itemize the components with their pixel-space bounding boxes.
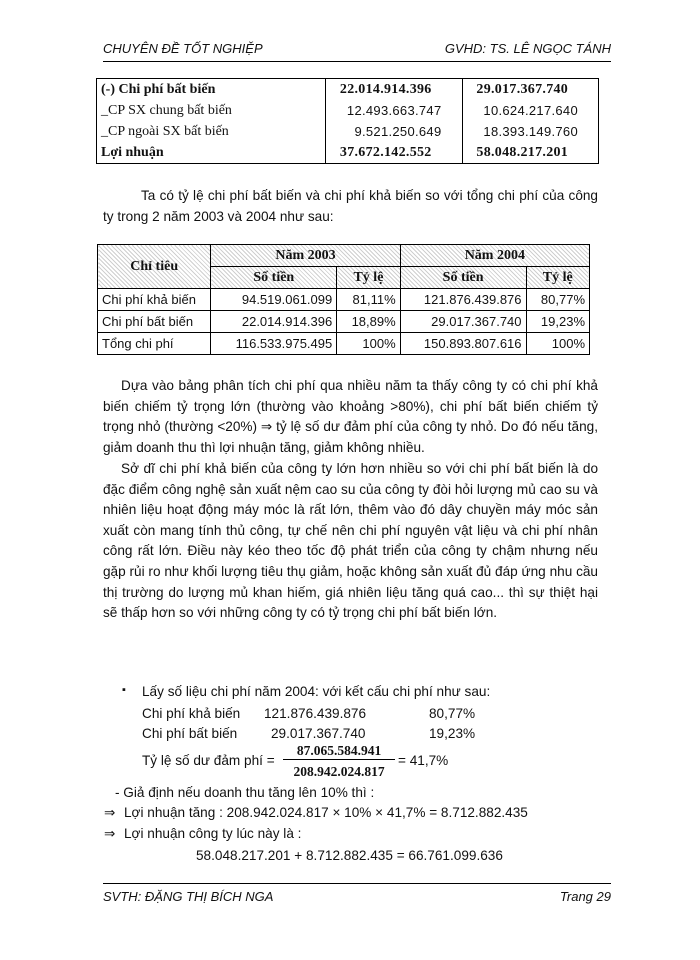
col-ratio-2003: Tỷ lệ	[337, 267, 400, 289]
row-label: Lợi nhuận	[97, 142, 326, 164]
assumption-line: - Giả định nếu doanh thu tăng lên 10% thì :	[115, 785, 375, 800]
cm-denominator: 208.942.024.817	[293, 764, 385, 779]
amount-2003: 22.014.914.396	[211, 311, 337, 333]
value-2004: 10.624.217.640	[462, 100, 599, 121]
variable-cost-ratio: 80,77%	[429, 706, 476, 721]
col-indicator: Chỉ tiêu	[98, 245, 211, 289]
cost-ratio-table	[97, 244, 590, 355]
col-amount-2003: Số tiền	[211, 267, 337, 289]
arrow-icon: ⇒	[104, 805, 116, 820]
value-2004: 58.048.217.201	[462, 142, 599, 164]
fixed-cost-ratio: 19,23%	[429, 726, 476, 741]
amount-2004: 121.876.439.876	[400, 289, 526, 311]
amount-2003: 116.533.975.495	[211, 333, 337, 355]
row-label: _CP SX chung bất biến	[97, 100, 326, 121]
value-2003: 37.672.142.552	[326, 142, 463, 164]
profit-increase-line: Lợi nhuận tăng : 208.942.024.817 × 10% × 41,7% = 8.712.882.435	[124, 805, 528, 820]
analysis-paragraph-1: Dựa vào bảng phân tích chi phí qua nhiều năm ta thấy công ty có chi phí khả biến chiếm tỷ trọng lớn (thường vào khoảng >80%), chi phí bất biến chiếm tỷ trọng nhỏ (thường <20%) ⇒ tỷ lệ số dư đảm phí của công ty nhỏ. Do đó nếu tăng, giảm doanh thu thì lợi nhuận tăng, giảm không nhiều.	[103, 378, 598, 455]
year-2003-header: Năm 2003	[211, 245, 400, 267]
value-2003: 9.521.250.649	[326, 121, 463, 142]
row-label: Tổng chi phí	[98, 333, 211, 355]
variable-cost-label: Chi phí khả biến	[142, 706, 241, 721]
ratio-2003: 100%	[337, 333, 400, 355]
col-amount-2004: Số tiền	[400, 267, 526, 289]
row-label: Chi phí bất biến	[98, 311, 211, 333]
profit-now-line: Lợi nhuận công ty lúc này là :	[124, 826, 302, 841]
table-row	[97, 142, 599, 164]
value-2004: 29.017.367.740	[462, 79, 599, 101]
ratio-2004: 80,77%	[526, 289, 589, 311]
fixed-cost-amount: 29.017.367.740	[271, 726, 366, 741]
profit-table	[96, 78, 599, 164]
cm-ratio-label: Tỷ lệ số dư đảm phí =	[142, 753, 275, 768]
table-row	[98, 311, 590, 333]
fixed-cost-label: Chi phí bất biến	[142, 726, 238, 741]
cm-ratio-result: = 41,7%	[398, 753, 449, 768]
ratio-2003: 81,11%	[337, 289, 400, 311]
row-label: (-) Chi phí bất biến	[97, 79, 326, 101]
variable-cost-amount: 121.876.439.876	[264, 706, 367, 721]
ratio-2003: 18,89%	[337, 311, 400, 333]
calc-heading: Lấy số liệu chi phí năm 2004: với kết cấu chi phí như sau:	[142, 684, 491, 699]
total-profit-line: 58.048.217.201 + 8.712.882.435 = 66.761.099.636	[196, 848, 503, 863]
page-number: Trang 29	[559, 889, 611, 904]
amount-2003: 94.519.061.099	[211, 289, 337, 311]
footer-author: SVTH: ĐẶNG THỊ BÍCH NGA	[103, 889, 274, 904]
year-2004-header: Năm 2004	[400, 245, 589, 267]
header-title: CHUYÊN ĐỀ TỐT NGHIỆP	[103, 41, 263, 56]
intro-paragraph: Ta có tỷ lệ chi phí bất biến và chi phí khả biến so với tổng chi phí của công ty trong 2 năm 2003 và 2004 như sau:	[103, 188, 598, 224]
col-ratio-2004: Tỷ lệ	[526, 267, 589, 289]
value-2004: 18.393.149.760	[462, 121, 599, 142]
cm-numerator: 87.065.584.941	[283, 743, 395, 760]
table-row	[98, 289, 590, 311]
value-2003: 12.493.663.747	[326, 100, 463, 121]
ratio-2004: 19,23%	[526, 311, 589, 333]
bullet-icon: ▪	[122, 684, 126, 696]
table-row	[97, 100, 599, 121]
page-header	[103, 41, 611, 62]
ratio-2004: 100%	[526, 333, 589, 355]
header-advisor: GVHD: TS. LÊ NGỌC TÁNH	[444, 41, 611, 56]
table-row	[97, 121, 599, 142]
amount-2004: 150.893.807.616	[400, 333, 526, 355]
row-label: Chi phí khả biến	[98, 289, 211, 311]
amount-2004: 29.017.367.740	[400, 311, 526, 333]
value-2003: 22.014.914.396	[326, 79, 463, 101]
row-label: _CP ngoài SX bất biến	[97, 121, 326, 142]
table-header-row	[98, 245, 590, 267]
table-row	[98, 333, 590, 355]
arrow-icon: ⇒	[104, 826, 116, 841]
page-footer	[103, 883, 611, 911]
analysis-paragraph-2: Sở dĩ chi phí khả biến của công ty lớn hơn nhiều so với chi phí bất biến là do đặc điểm công nghệ sản xuất nệm cao su của công ty đòi hỏi lượng mủ cao su và nhiên liệu hoạt động máy móc là rất lớn, thêm vào đó dây chuyền máy móc sản xuất còn mang tính thủ công, tự chế nên chi phí nguyên vật liệu và chi phí nhân công rất lớn. Điều này kéo theo tốc độ phát triển của công ty chậm nhưng nếu gặp rủi ro như khối lượng tiêu thụ giảm, hoặc không sản xuất đủ đáp ứng nhu cầu thị trường do lượng mủ khan hiếm, giá nhiên liệu tăng quá cao... thì sự thiệt hại sẽ thấp hơn so với những công ty có tỷ trọng chi phí bất biến lớn.	[103, 461, 598, 621]
table-row	[97, 79, 599, 101]
